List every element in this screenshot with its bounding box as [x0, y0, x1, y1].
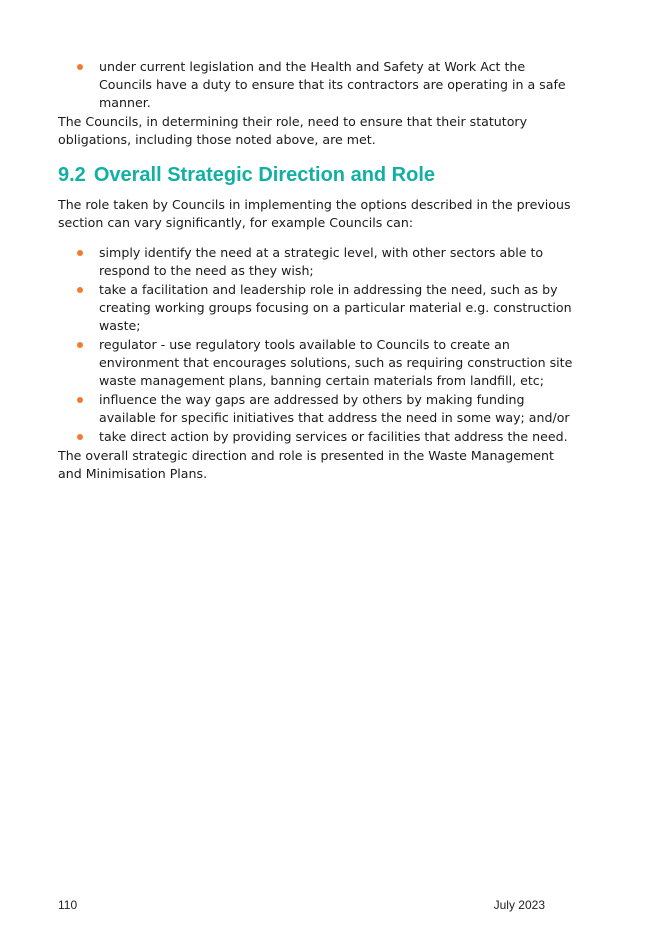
list-item: [58, 391, 578, 427]
bullet-dot-icon: [77, 397, 83, 403]
list-item-text: regulator - use regulatory tools available to Councils to create an environment that encourages solutions, such as requiring construction site waste management plans, banning certain materials from landfill, etc;: [99, 337, 573, 388]
list-item: [58, 58, 578, 112]
section-number: 9.2: [58, 164, 86, 186]
page-number: 110: [58, 898, 78, 912]
list-item-text: take direct action by providing services or facilities that address the need.: [99, 429, 568, 444]
list-item-text: influence the way gaps are addressed by others by making funding available for specific initiatives that address the need in some way; and/or: [99, 392, 570, 425]
list-item: [58, 428, 578, 446]
bullet-dot-icon: [77, 64, 83, 70]
paragraph-conclusion: The overall strategic direction and role is presented in the Waste Management and Minimisation Plans.: [58, 448, 554, 481]
document-body: [58, 58, 578, 495]
bullet-dot-icon: [77, 342, 83, 348]
list-item: [58, 244, 578, 280]
list-item-text: under current legislation and the Health and Safety at Work Act the Councils have a duty to ensure that its contractors are operating in a safe manner.: [99, 59, 566, 110]
paragraph-intro: The role taken by Councils in implementing the options described in the previous section can vary significantly, for example Councils can:: [58, 197, 571, 230]
bullet-list-roles: [58, 244, 578, 446]
paragraph-statutory: The Councils, in determining their role, need to ensure that their statutory obligations, including those noted above, are met.: [58, 114, 528, 147]
bullet-dot-icon: [77, 250, 83, 256]
bullet-dot-icon: [77, 287, 83, 293]
list-item-text: take a facilitation and leadership role in addressing the need, such as by creating working groups focusing on a particular material e.g. construction waste;: [99, 282, 572, 333]
list-item: [58, 281, 578, 335]
section-heading: [58, 163, 578, 187]
bullet-dot-icon: [77, 434, 83, 440]
list-item-text: simply identify the need at a strategic level, with other sectors able to respond to the need as they wish;: [99, 245, 544, 278]
bullet-list-legislation: [58, 58, 578, 112]
section-title: Overall Strategic Direction and Role: [93, 164, 436, 186]
footer-date: July 2023: [493, 898, 545, 912]
list-item: [58, 336, 578, 390]
